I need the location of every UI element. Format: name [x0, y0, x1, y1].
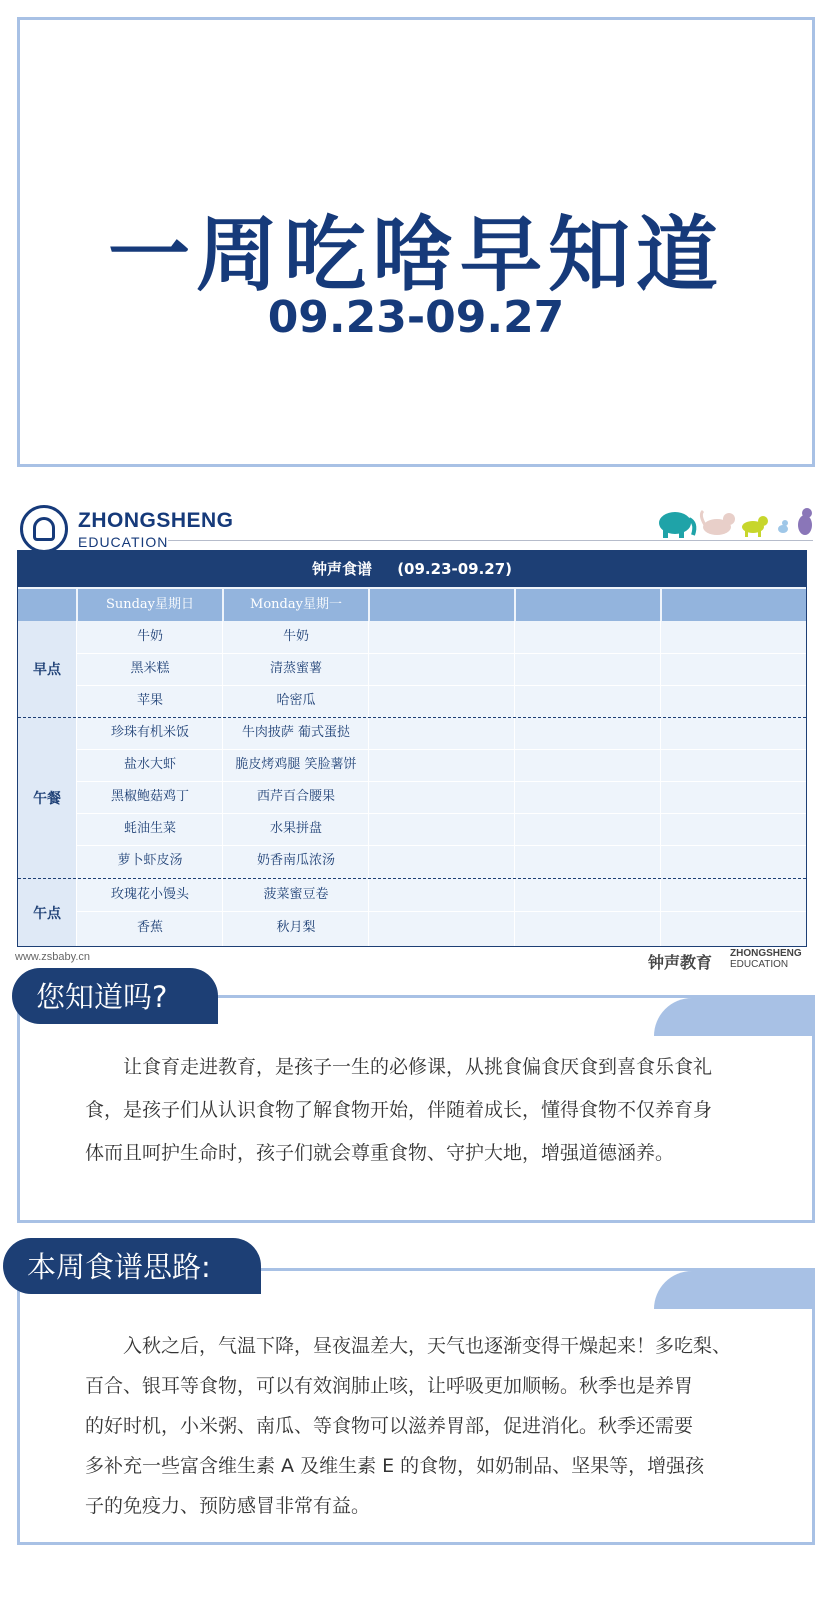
did-you-know-heading: 您知道吗?	[12, 968, 218, 1024]
menu-cell: 菠菜蜜豆卷	[263, 887, 329, 902]
did-you-know-text	[85, 1046, 805, 1175]
menu-cell: 蚝油生菜	[123, 821, 176, 836]
paragraph-line: 入秋之后，气温下降，昼夜温差大，天气也逐渐变得干燥起来！多吃梨、	[123, 1335, 732, 1357]
brand-name: ZHONGSHENG	[78, 509, 234, 532]
footer-brand-en-line2: EDUCATION	[730, 959, 789, 970]
column-header-empty	[18, 589, 76, 621]
menu-cell: 黑米糕	[130, 661, 170, 676]
menu-date: (09.23-09.27)	[397, 560, 513, 578]
column-header	[370, 589, 514, 621]
menu-cell: 珍珠有机米饭	[110, 725, 189, 740]
dog-icon	[742, 516, 768, 537]
title-card	[17, 17, 815, 467]
corner-decoration	[654, 998, 812, 1036]
menu-cell: 香蕉	[136, 920, 163, 935]
menu-cell: 哈密瓜	[276, 693, 316, 708]
menu-header	[18, 551, 806, 587]
meal-label-snack: 午点	[18, 878, 76, 947]
menu-table	[17, 550, 807, 947]
monkey-icon	[798, 508, 812, 535]
menu-cell: 黑椒鲍菇鸡丁	[110, 789, 189, 804]
footer-brand-en	[730, 948, 802, 970]
paragraph-line: 体而且呵护生命时，孩子们就会尊重食物、守护大地，增强道德涵养。	[85, 1142, 675, 1164]
menu-cell: 西芹百合腰果	[256, 789, 335, 804]
menu-cell: 清蒸蜜薯	[269, 661, 322, 676]
week-idea-box	[17, 1268, 815, 1545]
paragraph-line: 子的免疫力、预防感冒非常有益。	[85, 1495, 371, 1517]
paragraph-line: 让食育走进教育，是孩子一生的必修课，从挑食偏食厌食到喜食乐食礼	[123, 1056, 713, 1078]
menu-cell: 苹果	[136, 693, 163, 708]
menu-cell: 水果拼盘	[269, 821, 322, 836]
paragraph-line: 百合、银耳等食物，可以有效润肺止咳，让呼吸更加顺畅。秋季也是养胃	[85, 1375, 694, 1397]
week-idea-heading: 本周食谱思路:	[3, 1238, 261, 1294]
column-header	[516, 589, 660, 621]
menu-cell: 萝卜虾皮汤	[117, 853, 183, 868]
footer-brand-en-line1: ZHONGSHENG	[730, 948, 802, 959]
menu-cell: 牛奶	[282, 629, 309, 644]
menu-cell: 玫瑰花小馒头	[110, 887, 189, 902]
website-url: www.zsbaby.cn	[15, 951, 90, 963]
bird-icon	[778, 520, 788, 533]
elephant-icon	[659, 512, 694, 538]
column-header	[662, 589, 806, 621]
menu-cell: 盐水大虾	[123, 757, 176, 772]
menu-title: 钟声食谱	[311, 560, 372, 578]
meal-label-lunch: 午餐	[18, 717, 76, 878]
did-you-know-box	[17, 995, 815, 1223]
brand-sub: EDUCATION	[78, 534, 169, 550]
cat-icon	[701, 511, 735, 535]
paragraph-line: 食，是孩子们从认识食物了解食物开始，伴随着成长，懂得食物不仅养育身	[85, 1099, 713, 1121]
menu-cell: 牛奶	[136, 629, 163, 644]
menu-cell: 脆皮烤鸡腿 笑脸薯饼	[235, 757, 357, 772]
column-header: Monday星期一	[224, 589, 368, 621]
paragraph-line: 的好时机，小米粥、南瓜、等食物可以滋养胃部，促进消化。秋季还需要	[85, 1415, 694, 1437]
animals-decoration	[655, 501, 825, 541]
footer-brand-cn: 钟声教育	[648, 953, 713, 972]
menu-cell: 秋月梨	[276, 920, 316, 935]
date-range: 09.23-09.27	[267, 292, 565, 343]
menu-cell: 奶香南瓜浓汤	[256, 853, 335, 868]
week-idea-text	[85, 1326, 805, 1526]
corner-decoration	[654, 1271, 812, 1309]
logo-icon	[20, 505, 68, 553]
menu-area	[0, 485, 834, 993]
paragraph-line: 多补充一些富含维生素 A 及维生素 E 的食物，如奶制品、坚果等，增强孩	[85, 1455, 705, 1477]
column-header: Sunday星期日	[78, 589, 222, 621]
menu-cell: 牛肉披萨 葡式蛋挞	[241, 725, 351, 740]
page-title: 一周吃啥早知道	[107, 208, 724, 303]
meal-label-breakfast: 早点	[18, 621, 76, 717]
